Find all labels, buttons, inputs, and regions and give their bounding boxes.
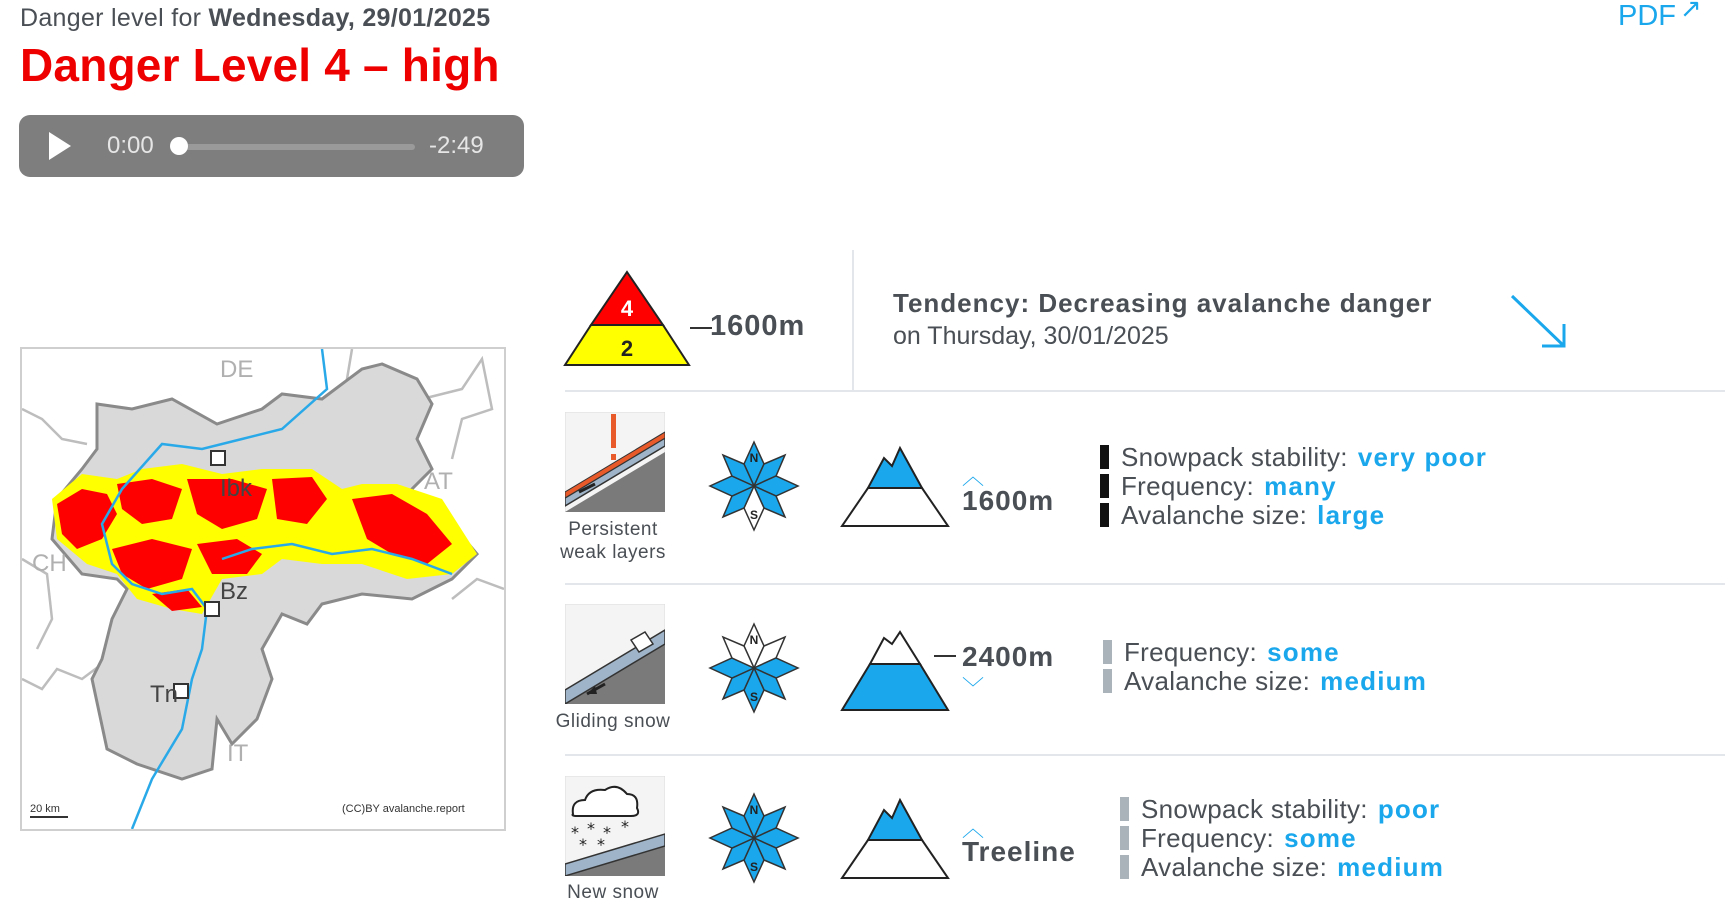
attribute-label: Avalanche size: — [1141, 852, 1328, 882]
attribute-value: very poor — [1357, 442, 1488, 472]
danger-lower-level: 2 — [620, 336, 634, 361]
mountain-below-elevation-icon — [840, 628, 950, 712]
attribute-bar — [1120, 797, 1129, 821]
attribute-bar — [1120, 855, 1129, 879]
border-line — [22, 664, 102, 689]
external-link-icon: ↗ — [1680, 0, 1702, 23]
problem-elevation: Treeline — [962, 836, 1076, 867]
svg-text:*: * — [621, 817, 629, 836]
elevation-tick — [690, 327, 712, 329]
vertical-divider — [852, 250, 854, 390]
aspect-compass — [706, 790, 802, 886]
play-button[interactable] — [49, 132, 71, 160]
caption-line: Persistent — [568, 519, 658, 540]
mountain-above-elevation-icon — [840, 444, 950, 528]
map-label-it: IT — [227, 740, 249, 767]
svg-text:*: * — [579, 835, 587, 854]
svg-text:*: * — [587, 819, 595, 838]
caption-line: weak layers — [560, 542, 666, 563]
audio-player — [19, 115, 524, 177]
pdf-label[interactable]: PDF — [1618, 0, 1676, 32]
attribute-row — [1120, 852, 1444, 882]
attribute-row — [1103, 637, 1340, 667]
attribute-label: Frequency: — [1124, 637, 1258, 667]
compass-n-label: N — [749, 803, 759, 817]
danger-upper-level: 4 — [620, 296, 634, 321]
border-line — [22, 409, 87, 444]
compass-n-label: N — [749, 451, 759, 465]
svg-text:*: * — [603, 823, 611, 842]
attribute-label: Snowpack stability: — [1141, 794, 1368, 824]
attribute-bar — [1103, 669, 1112, 693]
attribute-bar — [1100, 474, 1109, 498]
section-divider — [565, 754, 1725, 756]
aspect-compass — [706, 438, 802, 534]
attribute-value: many — [1264, 471, 1337, 501]
attribute-row — [1120, 794, 1440, 824]
city-marker-ibk — [211, 451, 225, 465]
svg-text:*: * — [597, 835, 605, 854]
attribute-value: poor — [1377, 794, 1441, 824]
elevation-tick — [934, 655, 956, 657]
tendency-date: on Thursday, 30/01/2025 — [893, 322, 1169, 350]
attribute-bar — [1103, 640, 1112, 664]
compass-s-label: S — [749, 508, 759, 522]
audio-seek-thumb[interactable] — [170, 137, 188, 155]
arrow-down-right-icon — [1508, 292, 1572, 352]
aspect-compass — [706, 620, 802, 716]
attribute-label: Frequency: — [1141, 823, 1275, 853]
attribute-value: some — [1284, 823, 1357, 853]
attribute-value: medium — [1337, 852, 1445, 882]
border-line — [452, 579, 504, 599]
attribute-bar — [1120, 826, 1129, 850]
section-divider — [565, 390, 1725, 392]
city-marker-bz — [205, 602, 219, 616]
attribute-bar — [1100, 503, 1109, 527]
problem-caption — [543, 881, 683, 904]
date-prefix: Danger level for — [20, 4, 202, 32]
problem-elevation: 1600m — [962, 485, 1055, 516]
problem-caption — [543, 518, 683, 564]
map-scale-label: 20 km — [30, 803, 60, 815]
attribute-value: large — [1317, 500, 1386, 530]
attribute-label: Avalanche size: — [1124, 666, 1311, 696]
svg-text:*: * — [571, 823, 579, 842]
attribute-label: Avalanche size: — [1121, 500, 1308, 530]
map-label-ch: CH — [32, 550, 67, 577]
problem-caption — [543, 710, 683, 733]
map-label-tn: Tn — [150, 681, 179, 708]
compass-n-label: N — [749, 633, 759, 647]
attribute-row — [1100, 471, 1337, 501]
attribute-label: Frequency: — [1121, 471, 1255, 501]
gliding-snow-icon — [565, 604, 665, 704]
audio-current-time: 0:00 — [107, 132, 154, 159]
mountain-above-elevation-icon — [840, 796, 950, 880]
forecast-date: Wednesday, 29/01/2025 — [208, 4, 491, 32]
danger-boundary-elevation: 1600m — [710, 310, 806, 342]
problem-elevation: 2400m — [962, 641, 1055, 672]
pdf-link[interactable] — [1618, 0, 1702, 33]
attribute-row — [1100, 442, 1487, 472]
chevron-up-icon: ︿ — [962, 816, 985, 841]
map-label-de: DE — [220, 356, 254, 383]
danger-map[interactable] — [20, 347, 506, 831]
region-map-graphic — [22, 349, 504, 829]
section-divider — [565, 583, 1725, 585]
map-label-ibk: Ibk — [220, 475, 253, 502]
chevron-up-icon: ︿ — [962, 464, 985, 489]
map-credit: (CC)BY avalanche.report — [342, 803, 465, 815]
attribute-bar — [1100, 445, 1109, 469]
new-snow-icon — [565, 776, 665, 876]
persistent-weak-layers-icon — [565, 412, 665, 512]
forecast-date-line — [20, 4, 490, 33]
attribute-value: some — [1267, 637, 1340, 667]
audio-seek-bar[interactable] — [179, 144, 415, 150]
audio-remaining-time: -2:49 — [429, 132, 484, 159]
attribute-row — [1120, 823, 1357, 853]
attribute-row — [1103, 666, 1427, 696]
caption-line: New snow — [567, 882, 659, 903]
chevron-down-icon: ﹀ — [962, 676, 985, 701]
danger-level-title: Danger Level 4 – high — [20, 39, 500, 91]
tendency-title: Tendency: Decreasing avalanche danger — [893, 288, 1433, 318]
danger-level-triangle — [562, 270, 692, 370]
map-label-bz: Bz — [220, 578, 249, 605]
compass-s-label: S — [749, 860, 759, 874]
compass-s-label: S — [749, 690, 759, 704]
attribute-value: medium — [1320, 666, 1428, 696]
map-label-at: AT — [424, 468, 453, 495]
attribute-label: Snowpack stability: — [1121, 442, 1348, 472]
attribute-row — [1100, 500, 1385, 530]
caption-line: Gliding snow — [555, 711, 671, 732]
